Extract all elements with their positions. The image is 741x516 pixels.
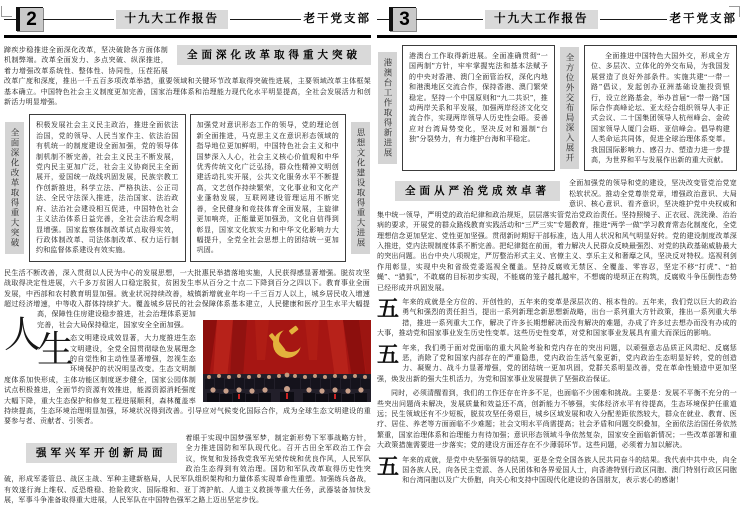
diplomacy-box-side-label: 全方位外交布局深入展开 <box>560 47 579 169</box>
party-text: 全面加强党的领导和党的建设，坚决改变管党治党宽松软状况。推动全党尊崇党章，增强政治意识、大局意识、核心意识、看齐意识，坚决维护党中央权威和集中统一领导，严明党的政治纪律和政治规矩，层层落实管党治党政治责任。坚持照镜子、正衣冠、洗洗澡、治治病的要求，开展党的群众路线教育实践活动和“三严三实”专题教育，推进“两学一做”学习教育常态化制度化，全党理想信念更加坚定、党性更加坚强。贯彻新时期好干部标准，选人用人状况和风气明显好转。党的建设制度改革深入推进，党内法规制度体系不断完善。把纪律挺在前面，着力解决人民群众反映最强烈、对党的执政基础威胁最大的突出问题。出台中央八项规定，严厉整治形式主义、官僚主义、享乐主义和奢靡之风，坚决反对特权。巡视利剑作用彰显，实现中央和省级党委巡视全覆盖。坚持反腐败无禁区、全覆盖、零容忍，坚定不移“打虎”、“拍蝇”、“猎狐”，不敢腐的目标初步实现，不能腐的笼子越扎越牢，不想腐的堤坝正在构筑，反腐败斗争压倒性态势已经形成并巩固发展。 <box>377 179 737 292</box>
party-headline: 全面从严治党成效卓著 <box>395 181 560 201</box>
photo-float-spacer <box>370 268 371 318</box>
congress-photo-graphic <box>203 320 371 402</box>
eco-dropcap: 生 <box>37 330 75 372</box>
page-number-badge: 3 <box>389 7 416 31</box>
livelihood-eco-section <box>4 268 371 427</box>
page-2 <box>4 2 371 514</box>
header-thick-rule <box>377 35 737 38</box>
masthead-title: 十九大工作报告 <box>116 10 229 29</box>
hk-box <box>402 45 555 171</box>
eco-text: 态文明建设成效显著，大力度推进生态文明建设，全党全国贯彻绿色发展理念的自觉性和主动性显著增强，忽视生态环境保护的状况明显改变。生态文明制度体系加快形成，主体功能区制度逐步健全，国家公园体制试点积极推进，全面节约资源有效推进，能源资源消耗强度大幅下降，重大生态保护和修复工程进展顺利，森林覆盖率持续提高，生态环境治理明显加强，环境状况得到改善。引导应对气候变化国际合作，成为全球生态文明建设的重要参与者、贡献者、引领者。 <box>4 334 371 426</box>
header-rule-segment <box>43 19 114 20</box>
header-rule-segment <box>4 19 16 20</box>
header-rule-segment <box>416 19 483 20</box>
hk-box-side-label: 港澳台工作取得新进展 <box>378 52 397 164</box>
five-courage-paragraph <box>377 343 737 385</box>
congress-photo <box>203 320 371 402</box>
culture-box <box>190 114 347 261</box>
reform-headline: 全面深化改革取得重大突破 <box>177 45 371 65</box>
five-thanks-dropcap: 五 <box>377 453 400 479</box>
problems-text: 同时，必须清醒看到，我们的工作还存在许多不足，也面临不少困难和挑战。主要是：发展不平衡不充分的一些突出问题尚未解决，发展质量和效益还不高，创新能力不够强，实体经济水平有待提高，生态环境保护任重道远；民生领域还有不少短板，脱贫攻坚任务艰巨，城乡区域发展和收入分配差距依然较大，群众在就业、教育、医疗、居住、养老等方面面临不少难题；社会文明水平尚需提高；社会矛盾和问题交织叠加，全面依法治国任务依然繁重，国家治理体系和治理能力有待加强；意识形态领域斗争依然复杂，国家安全面临新情况；一些改革部署和重大政策措施需要进一步落实；党的建设方面还存在不少薄弱环节。这些问题，必须着力加以解决。 <box>377 389 737 450</box>
military-headline: 强军兴军开创新局面 <box>26 443 177 463</box>
page-number-badge: 2 <box>16 7 43 31</box>
military-text: 着眼于实现中国梦强军梦，制定新形势下军事战略方针，全力推进国防和军队现代化。召开古田全军政治工作会议，恢复和发扬我党我军光荣传统和优良作风，人民军队政治生态得到有效治理。国防和军队改革取得历史性突破，形成军委管总、战区主战、军种主建新格局，人民军队组织架构和力量体系实现革命性重塑。加强练兵备战，有效遂行海上维权、反恐维稳、抢险救灾、国际维和、亚丁湾护航、人道主义救援等重大任务，武器装备加快发展，军事斗争准备取得重大进展，人民军队在中国特色强军之路上迈出坚定步伐。 <box>4 433 371 505</box>
reform-intro-section <box>4 45 371 107</box>
military-section <box>4 433 371 506</box>
party-discipline-section <box>377 178 737 292</box>
culture-box-side-label: 思想文化建设取得重大进展 <box>351 122 370 254</box>
page-3-box-row <box>377 45 737 171</box>
culture-box-text: 加强党对意识形态工作的领导，党的理论创新全面推进，马克思主义在意识形态领域的指导地位更加鲜明，中国特色社会主义和中国梦深入人心，社会主义核心价值观和中华优秀传统文化广泛弘扬，群众性精神文明创建活动扎实开展，公共文化服务水平不断提高，文艺创作持续繁荣，文化事业和文化产业蓬勃发展，互联网建设管理运用不断完善，全民健身和竞技体育全面发展，主旋律更加响亮，正能量更加强劲，文化自信得到彰显，国家文化软实力和中华文化影响力大幅提升，全党全社会思想上的团结统一更加巩固。 <box>196 121 339 255</box>
five-thanks-text: 年来的成就，是党中央坚强领导的结果，更是全党全国各族人民共同奋斗的结果。我代表中共中央，向全国各族人民，向各民主党派、各人民团体和各界爱国人士，向香港特别行政区同胞、澳门特别行政区同胞和台湾同胞以及广大侨胞，向关心和支持中国现代化建设的各国朋友，表示衷心的感谢！ <box>402 455 737 485</box>
reform-intro-text: 蹄疾步稳推进全面深化改革，坚决破除各方面体制机制弊端。改革全面发力、多点突破、纵深推进，着力增强改革系统性、整体性、协同性，压茬拓展改革广度和深度，推出一千五百多项改革举措，重要领域和关键环节改革取得突破性进展，主要领域改革主体框架基本确立。中国特色社会主义制度更加完善，国家治理体系和治理能力现代化水平明显提高，全社会发展活力和创新活力明显增强。 <box>4 46 371 107</box>
page-2-header <box>4 6 371 32</box>
five-thanks-paragraph <box>377 455 737 486</box>
page-3-header <box>377 6 737 32</box>
masthead-org: 老干党支部 <box>669 12 737 25</box>
law-box <box>29 114 186 261</box>
livelihood-text: 民生活不断改善，深入贯彻以人民为中心的发展思想，一大批惠民举措落地实施，人民获得感显著增强。脱贫攻坚战取得决定性进展，六千多万贫困人口稳定脱贫，贫困发生率从百分之十点二下降到百分之四以下。教育事业全面发展，中西部和农村教育明显加强。就业状况持续改善，城镇新增就业年均一千三百万人以上，城乡居民收入增速超过经济增速，中等收入群体持续扩大。覆盖城乡居民的社会保障体系基本建立，人民健康和医疗卫生水平大幅提高，保障性住房建设稳步推进，社会治理体系更加完善，社会大局保持稳定，国家安全全面加强。 <box>4 268 370 329</box>
header-rule-segment <box>377 19 389 20</box>
five-achievements-text: 年来的成就是全方位的、开创性的，五年来的变革是深层次的、根本性的。五年来，我们党以巨大的政治勇气和强烈的责任担当，提出一系列新理念新思想新战略，出台一系列重大方针政策，推出一系列重大举措，推进一系列重大工作，解决了许多长期想解决而没有解决的难题，办成了许多过去想办而没有办成的大事，推动党和国家事业发生历史性变革。这些历史性变革，对党和国家事业发展具有重大而深远的影响。 <box>377 297 737 338</box>
diplomacy-box <box>584 45 737 171</box>
five-achievements-paragraph <box>377 297 737 339</box>
law-box-side-label: 全面深化改革取得重大突破 <box>5 122 24 254</box>
page-3 <box>377 2 737 514</box>
diplomacy-box-text: 全面推进中国特色大国外交，形成全方位、多层次、立体化的外交布局，为我国发展营造了良好外部条件。实施共建“一带一路”倡议，发起创办亚洲基础设施投资银行，设立丝路基金，举办首届“一带一路”国际合作高峰论坛、亚太经合组织领导人非正式会议、二十国集团领导人杭州峰会、金砖国家领导人厦门会晤、亚信峰会。倡导构建人类命运共同体，促进全球治理体系变革。我国国际影响力、感召力、塑造力进一步提高，为世界和平与发展作出新的重大贡献。 <box>591 52 730 165</box>
livelihood-dropcap: 人 <box>4 314 42 356</box>
page-2-box-row <box>4 114 371 261</box>
header-thick-rule <box>4 35 371 38</box>
masthead-org: 老干党支部 <box>303 12 371 25</box>
problems-paragraph <box>377 388 737 450</box>
header-rule-segment <box>230 19 301 20</box>
five-courage-dropcap: 五 <box>377 341 400 367</box>
header-rule-segment <box>600 19 667 20</box>
masthead-title: 十九大工作报告 <box>485 10 598 29</box>
hk-box-text: 港澳台工作取得新进展。全面准确贯彻“一国两制”方针，牢牢掌握宪法和基本法赋予的中央对香港、澳门全面管治权，深化内地和港澳地区交流合作，保持香港、澳门繁荣稳定。坚持一个中国原则和“九二共识”，推动两岸关系和平发展，加强两岸经济文化交流合作，实现两岸领导人历史性会晤。妥善应对台湾局势变化，坚决反对和遏制“台独”分裂势力，有力维护台海和平稳定。 <box>409 52 548 144</box>
five-achievements-dropcap: 五 <box>377 295 400 321</box>
five-courage-text: 年来，我们勇于面对党面临的重大风险考验和党内存在的突出问题，以顽强意志品质正风肃纪、反腐惩恶，消除了党和国家内部存在的严重隐患，党内政治生活气象更新，党内政治生态明显好转，党的创造力、凝聚力、战斗力显著增强，党的团结统一更加巩固，党群关系明显改善，党在革命性锻造中更加坚强，焕发出新的强大生机活力，为党和国家事业发展提供了坚强政治保证。 <box>377 343 737 383</box>
law-box-text: 积极发展社会主义民主政治，推进全面依法治国，党的领导、人民当家作主、依法治国有机统一的制度建设全面加强，党的领导体制机制不断完善，社会主义民主不断发展，党内民主更加广泛，社会主义协商民主全面展开，爱国统一战线巩固发展，民族宗教工作创新推进，科学立法、严格执法、公正司法、全民守法深入推进，法治国家、法治政府、法治社会建设相互促进，中国特色社会主义法治体系日益完善，全社会法治观念明显增强。国家监察体制改革试点取得实效，行政体制改革、司法体制改革、权力运行制约和监督体系建设有效实施。 <box>36 121 179 255</box>
